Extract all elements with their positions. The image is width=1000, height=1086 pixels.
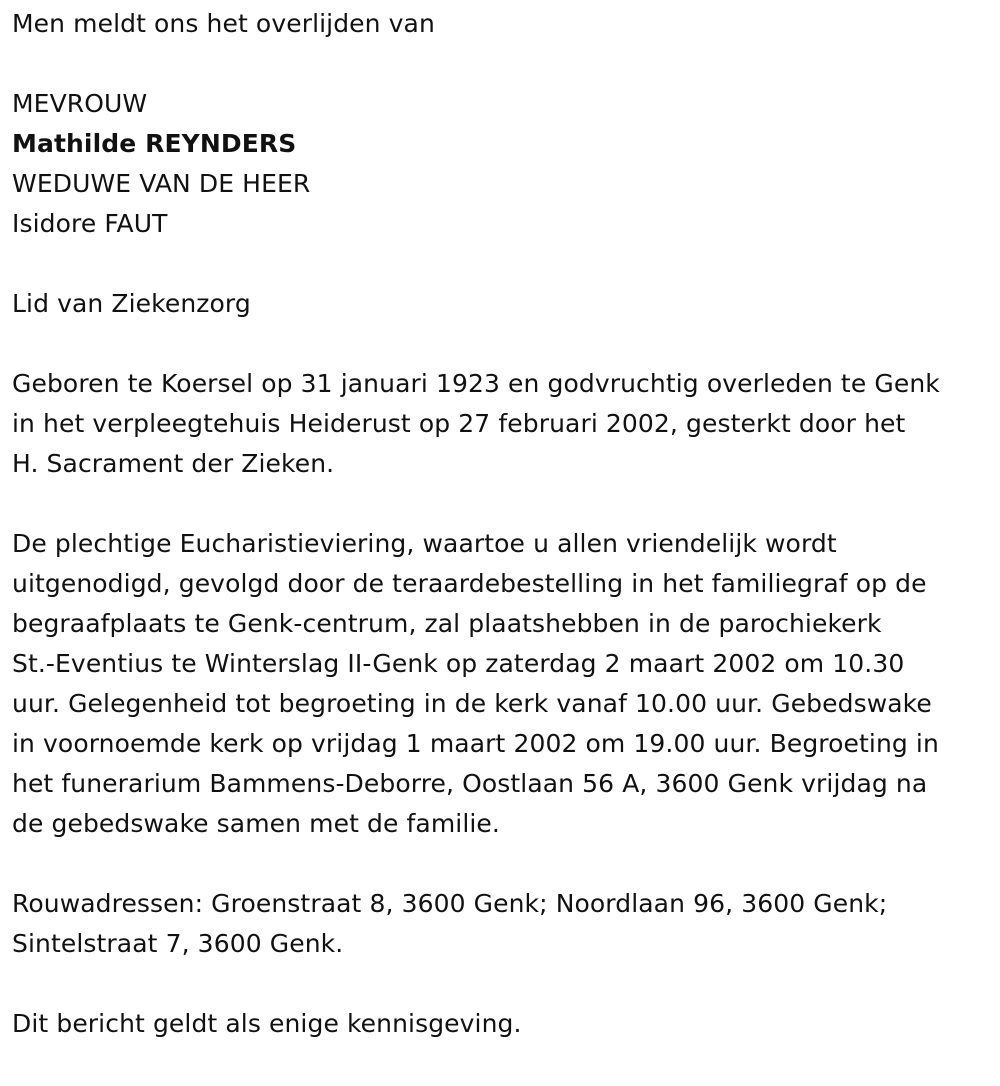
spacer bbox=[12, 244, 988, 284]
spacer bbox=[12, 844, 988, 884]
spacer bbox=[12, 484, 988, 524]
paragraph-line: in voornoemde kerk op vrijdag 1 maart 2002 om 19.00 uur. Begroeting in bbox=[12, 729, 939, 758]
paragraph-line: Geboren te Koersel op 31 januari 1923 en godvruchtig overleden te Genk bbox=[12, 369, 940, 398]
spacer bbox=[12, 44, 988, 84]
paragraph-line: Sintelstraat 7, 3600 Genk. bbox=[12, 929, 344, 958]
paragraph-line: begraafplaats te Genk-centrum, zal plaatshebben in de parochiekerk bbox=[12, 609, 882, 638]
paragraph-line: H. Sacrament der Zieken. bbox=[12, 449, 335, 478]
deceased-name: Mathilde REYNDERS bbox=[12, 129, 297, 158]
spouse-name: Isidore FAUT bbox=[12, 209, 168, 238]
paragraph-line: De plechtige Eucharistieviering, waartoe u allen vriendelijk wordt bbox=[12, 529, 837, 558]
intro-text: Men meldt ons het overlijden van bbox=[12, 9, 435, 38]
obituary-notice bbox=[12, 4, 988, 1044]
spacer bbox=[12, 964, 988, 1004]
membership-text: Lid van Ziekenzorg bbox=[12, 289, 251, 318]
paragraph-line: St.-Eventius te Winterslag II-Genk op zaterdag 2 maart 2002 om 10.30 bbox=[12, 649, 905, 678]
paragraph-line: in het verpleegtehuis Heiderust op 27 februari 2002, gesterkt door het bbox=[12, 409, 906, 438]
birth-death-paragraph bbox=[12, 364, 988, 484]
spacer bbox=[12, 324, 988, 364]
paragraph-line: het funerarium Bammens-Deborre, Oostlaan 56 A, 3600 Genk vrijdag na bbox=[12, 769, 928, 798]
closing-text: Dit bericht geldt als enige kennisgeving. bbox=[12, 1009, 522, 1038]
paragraph-line: de gebedswake samen met de familie. bbox=[12, 809, 500, 838]
ceremony-paragraph bbox=[12, 524, 988, 844]
title-line: MEVROUW bbox=[12, 89, 148, 118]
paragraph-line: uitgenodigd, gevolgd door de teraardebestelling in het familiegraf op de bbox=[12, 569, 927, 598]
widow-line: WEDUWE VAN DE HEER bbox=[12, 169, 311, 198]
paragraph-line: uur. Gelegenheid tot begroeting in de kerk vanaf 10.00 uur. Gebedswake bbox=[12, 689, 932, 718]
addresses-paragraph bbox=[12, 884, 988, 964]
paragraph-line: Rouwadressen: Groenstraat 8, 3600 Genk; Noordlaan 96, 3600 Genk; bbox=[12, 889, 888, 918]
